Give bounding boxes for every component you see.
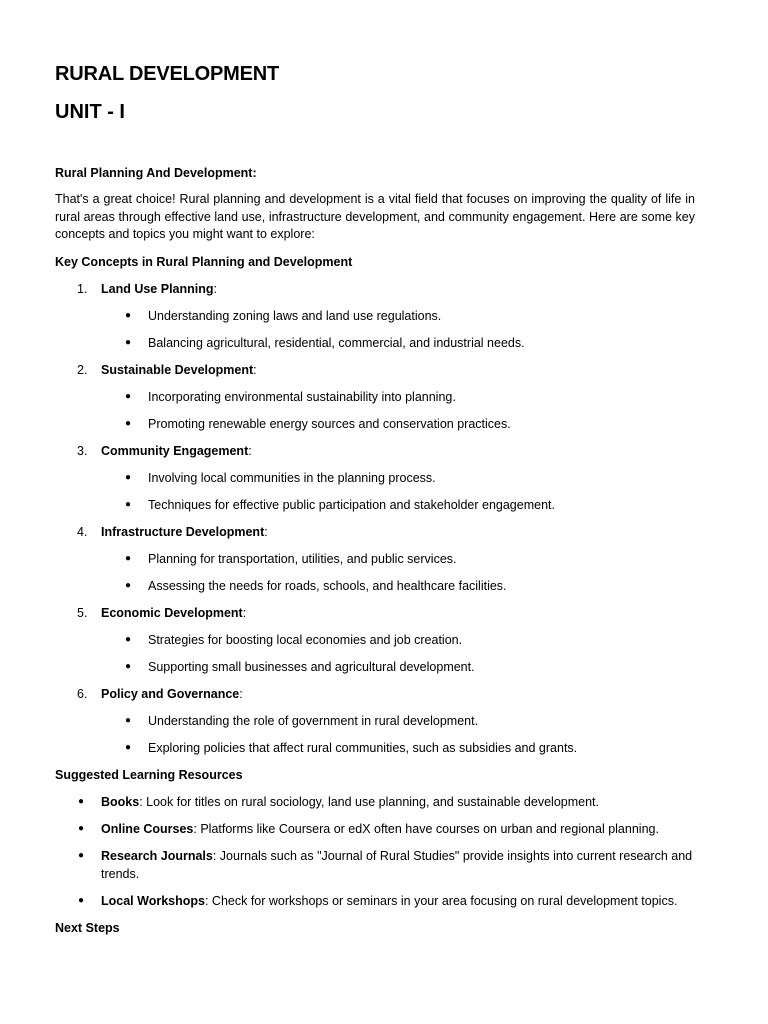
resource-text: [101, 892, 695, 910]
concept-title-text: Sustainable Development: [101, 362, 254, 377]
next-steps-heading: Next Steps: [55, 920, 120, 935]
resource-label: Online Courses: [101, 821, 194, 836]
bullet-icon: ●: [125, 579, 132, 591]
concept-point-text: Understanding the role of government in rural development.: [148, 713, 479, 728]
unit-heading: UNIT - I: [55, 101, 125, 123]
bullet-icon: ●: [125, 390, 132, 402]
concept-item: [55, 442, 695, 514]
concept-title-suffix: :: [264, 524, 268, 539]
concept-point-text: Incorporating environmental sustainability into planning.: [148, 389, 456, 404]
resource-text: [101, 793, 695, 811]
concept-point: [55, 469, 695, 487]
concept-title-text: Community Engagement: [101, 443, 249, 458]
document-title: RURAL DEVELOPMENT: [55, 63, 280, 85]
resource-label: Books: [101, 794, 140, 809]
concept-point-text: Exploring policies that affect rural communities, such as subsidies and grants.: [148, 740, 578, 755]
concept-point-text: Planning for transportation, utilities, and public services.: [148, 551, 457, 566]
concept-title: [101, 361, 257, 379]
resource-description: : Journals such as "Journal of Rural Studies" provide insights into current research and trends.: [101, 848, 693, 881]
concept-points: [55, 631, 695, 676]
bullet-icon: ●: [125, 417, 132, 429]
concept-number: 6.: [77, 686, 88, 701]
concept-point: [55, 739, 695, 757]
document-page: [55, 58, 695, 937]
concept-point: [55, 388, 695, 406]
concept-point: [55, 658, 695, 676]
concept-number: 4.: [77, 524, 88, 539]
concept-number: 5.: [77, 605, 88, 620]
bullet-icon: ●: [78, 822, 85, 834]
bullet-icon: ●: [78, 795, 85, 807]
concept-point: [55, 550, 695, 568]
resource-description: : Check for workshops or seminars in your area focusing on rural development topics.: [204, 893, 678, 908]
concept-point-text: Strategies for boosting local economies and job creation.: [148, 632, 463, 647]
concept-number: 2.: [77, 362, 88, 377]
concept-title-row: [55, 604, 695, 622]
resource-label: Local Workshops: [101, 893, 205, 908]
concept-title-text: Infrastructure Development: [101, 524, 265, 539]
concept-item: [55, 685, 695, 757]
concept-points: [55, 469, 695, 514]
bullet-icon: ●: [125, 552, 132, 564]
concept-point-text: Supporting small businesses and agricultural development.: [148, 659, 475, 674]
concept-title-text: Policy and Governance: [101, 686, 240, 701]
concept-title: [101, 604, 246, 622]
concept-point: [55, 712, 695, 730]
concept-point-text: Promoting renewable energy sources and conservation practices.: [148, 416, 511, 431]
resource-description: : Look for titles on rural sociology, land use planning, and sustainable development.: [139, 794, 599, 809]
concept-point: [55, 307, 695, 325]
concept-item: [55, 280, 695, 352]
concept-title-row: [55, 442, 695, 460]
concept-title-row: [55, 361, 695, 379]
concept-point-text: Assessing the needs for roads, schools, and healthcare facilities.: [148, 578, 507, 593]
resource-text: [101, 847, 695, 883]
concept-title-row: [55, 685, 695, 703]
concept-point-text: Involving local communities in the planning process.: [148, 470, 436, 485]
concept-title-suffix: :: [242, 605, 247, 620]
concept-item: [55, 604, 695, 676]
resources-heading: Suggested Learning Resources: [55, 767, 243, 782]
concept-title-text: Economic Development: [101, 605, 243, 620]
bullet-icon: ●: [125, 741, 132, 753]
concept-title: [101, 442, 252, 460]
resource-item: [55, 793, 695, 811]
concept-points: [55, 388, 695, 433]
bullet-icon: ●: [125, 336, 132, 348]
section-heading: Rural Planning And Development:: [55, 166, 257, 180]
concept-number: 1.: [77, 281, 88, 296]
concept-points: [55, 712, 695, 757]
resource-item: [55, 892, 695, 910]
concept-point: [55, 334, 695, 352]
concepts-list: [55, 280, 695, 757]
concept-points: [55, 307, 695, 352]
concept-point: [55, 496, 695, 514]
concept-item: [55, 361, 695, 433]
resources-list: [55, 793, 695, 910]
bullet-icon: ●: [78, 894, 85, 906]
concepts-heading: Key Concepts in Rural Planning and Development: [55, 254, 353, 269]
concept-title-suffix: :: [253, 362, 257, 377]
resource-item: [55, 820, 695, 838]
concept-title: [101, 280, 217, 298]
resource-item: [55, 847, 695, 883]
concept-points: [55, 550, 695, 595]
bullet-icon: ●: [125, 498, 132, 510]
concept-title-text: Land Use Planning: [101, 281, 214, 296]
concept-title-suffix: :: [248, 443, 252, 458]
concept-title: [101, 685, 243, 703]
concept-point-text: Understanding zoning laws and land use regulations.: [148, 308, 442, 323]
concept-title-suffix: :: [239, 686, 243, 701]
concept-title-suffix: :: [213, 281, 217, 296]
concept-point: [55, 631, 695, 649]
concept-title-row: [55, 523, 695, 541]
concept-point-text: Techniques for effective public participation and stakeholder engagement.: [148, 497, 555, 512]
bullet-icon: ●: [125, 660, 132, 672]
intro-paragraph: That's a great choice! Rural planning and development is a vital field that focuses on improving the quality of life in rural areas through effective land use, infrastructure development, and community engagement. Here are some key concepts and topics you might want to explore:: [55, 192, 695, 241]
concept-point-text: Balancing agricultural, residential, commercial, and industrial needs.: [148, 335, 525, 350]
bullet-icon: ●: [125, 471, 132, 483]
bullet-icon: ●: [78, 849, 85, 861]
concept-point: [55, 415, 695, 433]
bullet-icon: ●: [125, 633, 132, 645]
concept-point: [55, 577, 695, 595]
concept-item: [55, 523, 695, 595]
concept-number: 3.: [77, 443, 88, 458]
concept-title-row: [55, 280, 695, 298]
bullet-icon: ●: [125, 309, 132, 321]
bullet-icon: ●: [125, 714, 132, 726]
resource-description: : Platforms like Coursera or edX often have courses on urban and regional planning.: [193, 821, 659, 836]
concept-title: [101, 523, 268, 541]
resource-label: Research Journals: [101, 848, 213, 863]
resource-text: [101, 820, 695, 838]
